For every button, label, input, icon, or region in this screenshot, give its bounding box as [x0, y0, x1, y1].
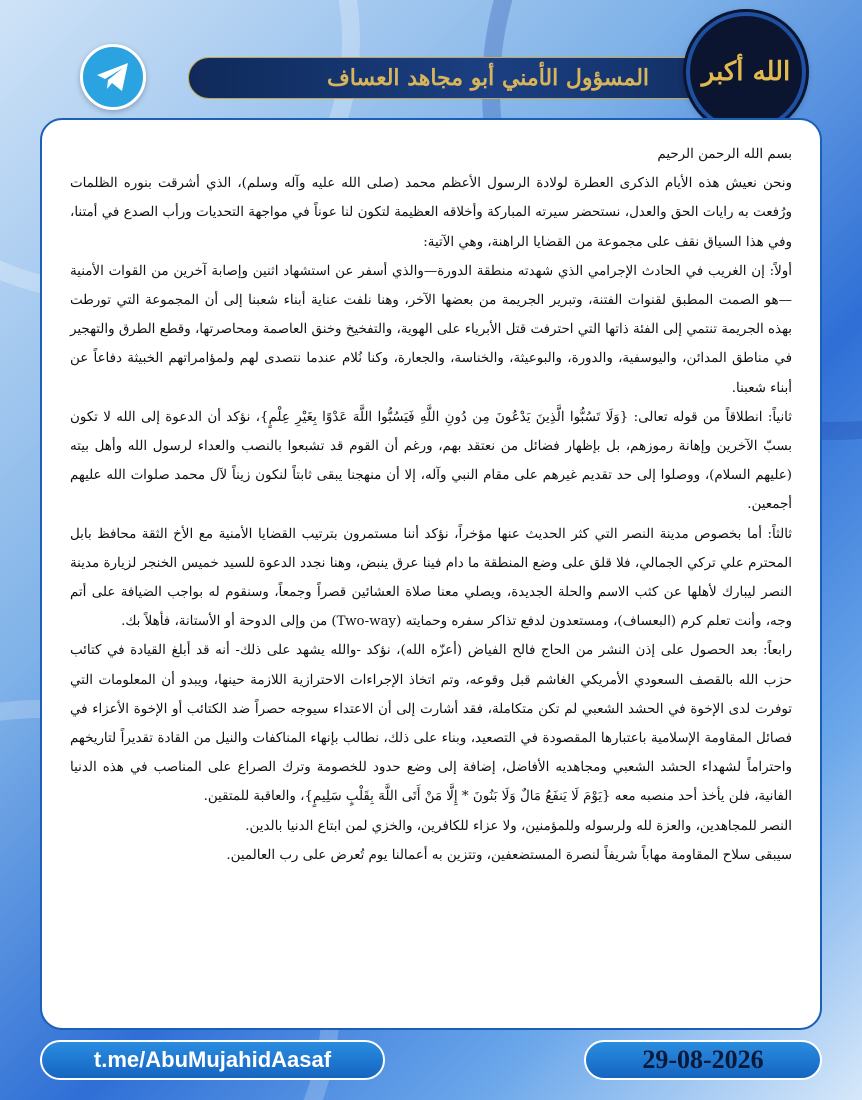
emblem-logo [686, 12, 806, 132]
logo-text: الله أكبر [701, 57, 791, 87]
statement-card [40, 118, 822, 1030]
paragraph-second: ثانياً: انطلاقاً من قوله تعالى: {وَلَا تَسُبُّوا الَّذِينَ يَدْعُونَ مِن دُونِ اللَّهِ فَيَسُبُّوا اللَّهَ عَدْوًا بِغَيْرِ عِلْمٍ}، نؤكد أن الدعوة إلى الله لا تكون بسبّ الآخرين وإهانة رموزهم، بل بإظهار فضائل من نعتقد بهم، ورغم أن القوم قد تشبعوا بالنصب والعداء لرسول الله وأهل بيته (عليهم السلام)، ووصلوا إلى حد تقديم غيرهم على مقام النبي وآله، إلا أن منهجنا يبقى ثابتاً لنكون زيناً لآل محمد صلوات الله عليهم أجمعين. [70, 409, 792, 513]
telegram-icon[interactable] [80, 44, 146, 110]
statement-body [70, 140, 792, 870]
statement-date: 29-08-2026 [584, 1040, 822, 1080]
closing-line: سيبقى سلاح المقاومة مهاباً شريفاً لنصرة المستضعفين، وتتزين به أعمالنا يوم تُعرض على رب العالمين. [226, 847, 792, 863]
channel-link[interactable]: t.me/AbuMujahidAasaf [40, 1040, 385, 1080]
paragraph-intro: ونحن نعيش هذه الأيام الذكرى العطرة لولادة الرسول الأعظم محمد (صلى الله عليه وآله وسلم)، الذي أشرقت بنوره الظلمات ورُفعت به رايات الحق والعدل، نستحضر سيرته المباركة وأخلاقه العظيمة لتكون لنا عوناً في مواجهة التحديات ورأب الصدع في أمتنا، وفي هذا السياق نقف على مجموعة من القضايا الراهنة، وهي الآتية: [70, 176, 792, 250]
telegram-plane-icon [95, 61, 131, 93]
paragraph-fourth: رابعاً: بعد الحصول على إذن النشر من الحاج فالح الفياض (أعزّه الله)، نؤكد -والله يشهد على ذلك- أنه قد أبلغ القيادة في كتائب حزب الله بالقصف السعودي الأمريكي الغاشم قبل وقوعه، وتم اتخاذ الإجراءات الاحترازية اللازمة حينها، ويبدو أن المعلومات التي توفرت لدى الإخوة في الحشد الشعبي لم تكن متكاملة، فقد أشارت إلى أن الاعتداء سيوجه حصراً ضد الكتائب أو الإخوة الأعزاء في فصائل المقاومة الإسلامية باعتبارها المقصودة في التصعيد، وبناء على ذلك، نطالب بإنهاء المناكفات والنيل من القادة تقديراً لتاريخهم واحتراماً لشهداء الحشد الشعبي ومجاهديه الأفاضل، إضافة إلى وضع حدود للخصومة وترك الصراع على المناصب في هذه الدنيا الفانية، فلن يأخذ أحد منصبه معه {يَوْمَ لَا يَنفَعُ مَالٌ وَلَا بَنُونَ * إِلَّا مَنْ أَتَى اللَّهَ بِقَلْبٍ سَلِيمٍ}، والعاقبة للمتقين. [70, 643, 792, 805]
paragraph-first: أولاً: إن الغريب في الحادث الإجرامي الذي شهدته منطقة الدورة—والذي أسفر عن استشهاد اثنين وإصابة آخرين من القوات الأمنية—هو الصمت المطبق لقنوات الفتنة، وتبرير الجريمة من بعضها الآخر، وهنا نلفت عناية أبناء شعبنا إلى أن المجموعة التي تورطت بهذه الجريمة تنتمي إلى الفئة ذاتها التي احترفت قتل الأبرياء على الهوية، والتفخيخ وخنق العاصمة ومحاصرتها، وقطع الطرق والتهجير في مناطق المدائن، واليوسفية، والدورة، والبوعيثة، والخناسة، والجعارة، وكنا نُلام عندما نتصدى لهم ولمؤامراتهم الخبيثة دفاعاً عن أبناء شعبنا. [70, 263, 792, 396]
bismillah: بسم الله الرحمن الرحيم [657, 147, 792, 162]
closing-line: النصر للمجاهدين، والعزة لله ولرسوله وللمؤمنين، ولا عزاء للكافرين، والخزي لمن ابتاع الدنيا بالدين. [245, 818, 792, 834]
paragraph-third: ثالثاً: أما بخصوص مدينة النصر التي كثر الحديث عنها مؤخراً، نؤكد أننا مستمرون بترتيب القضايا الأمنية مع الأخ الثقة محافظ بابل المحترم علي تركي الجمالي، فلا قلق على وضع المنطقة ما دام فينا عرق ينبض، وهنا نجدد الدعوة للسيد خميس الخنجر لزيارة مدينة النصر ليبارك لأهلها عن كثب الاسم والحلة الجديدة، ويصلي معنا صلاة العشائين قصراً وجمعاً، وسنقوم له بواجب الضيافة على أتم وجه، وأنت تعلم كرم (البعساف)، ومستعدون لدفع تذاكر سفره وحمايته (Two-way) من وإلى الدوحة أو الأستانة، فأهلاً بك. [70, 526, 792, 630]
banner-title: المسؤول الأمني أبو مجاهد العساف [326, 65, 650, 91]
